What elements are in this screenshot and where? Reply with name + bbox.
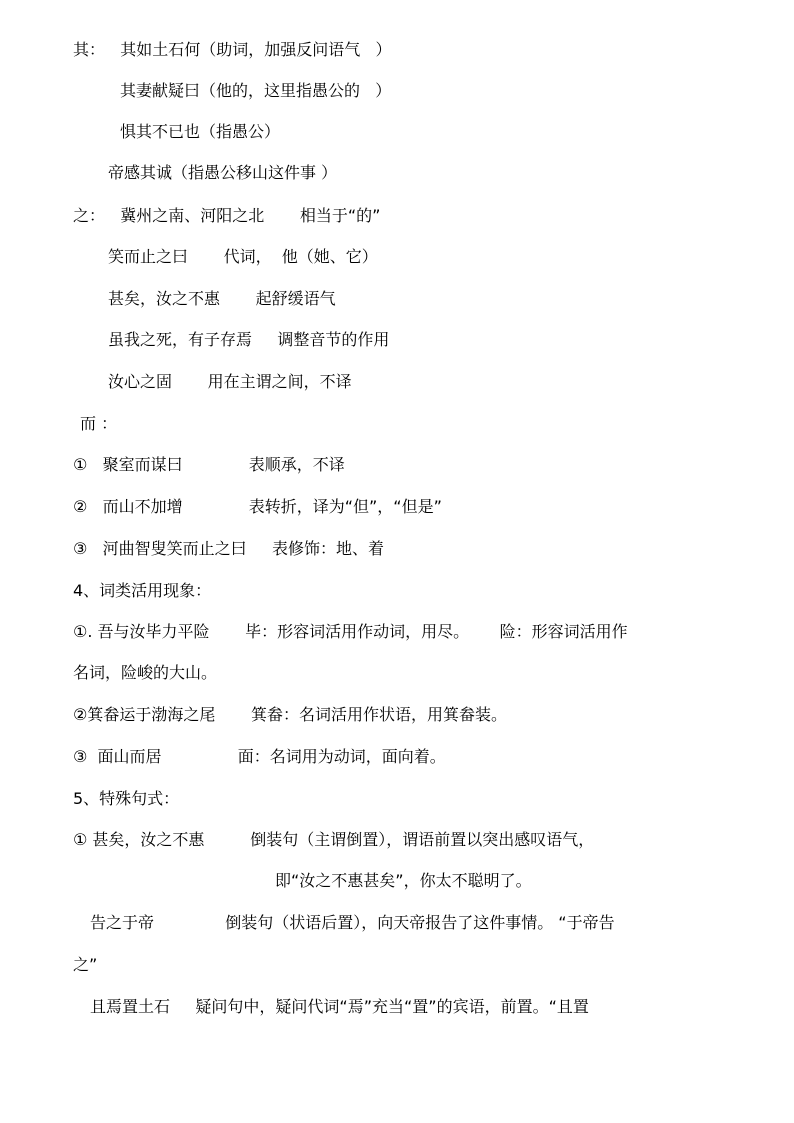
text-line: 惧其不已也（指愚公）	[120, 122, 281, 141]
text-line: 笑而止之曰 代词， 他（她、它）	[108, 247, 378, 266]
text-line: 其妻献疑曰（他的，这里指愚公的 ）	[120, 81, 392, 100]
text-line: 而 ：	[80, 414, 118, 433]
text-line: 甚矣，汝之不惠 起舒缓语气	[108, 289, 336, 308]
text-line: ② 而山不加增 表转折，译为“但”，“但是”	[73, 497, 442, 516]
text-line: ②箕畚运于渤海之尾 箕畚：名词活用作状语，用箕畚装。	[73, 705, 507, 724]
text-line: ③ 河曲智叟笑而止之曰 表修饰：地、着	[73, 539, 385, 558]
text-line: 帝感其诚（指愚公移山这件事 ）	[108, 163, 338, 182]
text-line: 即“汝之不惠甚矣”，你太不聪明了。	[275, 871, 532, 890]
text-line: 告之于帝 倒装句（状语后置），向天帝报告了这件事情。 “于帝告	[90, 913, 615, 932]
text-line: ① 甚矣，汝之不惠 倒装句（主谓倒置），谓语前置以突出感叹语气，	[73, 830, 595, 849]
text-line: 汝心之固 用在主谓之间，不译	[108, 372, 352, 391]
text-line: 且焉置土石 疑问句中，疑问代词“焉”充当“置”的宾语，前置。“且置	[90, 997, 589, 1016]
section-heading: 4、词类活用现象：	[73, 581, 212, 600]
text-line: 之： 冀州之南、河阳之北 相当于“的”	[73, 206, 381, 225]
text-line: 虽我之死，有子存焉 调整音节的作用	[108, 330, 390, 349]
text-line: 之”	[73, 955, 98, 974]
text-line: ① 聚室而谋曰 表顺承，不译	[73, 455, 345, 474]
section-heading: 5、特殊句式：	[73, 789, 180, 808]
text-line: ③ 面山而居 面：名词用为动词，面向着。	[73, 747, 446, 766]
text-line: 名词，险峻的大山。	[73, 663, 218, 682]
text-line: 其： 其如土石何（助词，加强反问语气 ）	[73, 40, 392, 59]
text-line: ①. 吾与汝毕力平险 毕：形容词活用作动词，用尽。 险：形容词活用作	[73, 622, 628, 641]
